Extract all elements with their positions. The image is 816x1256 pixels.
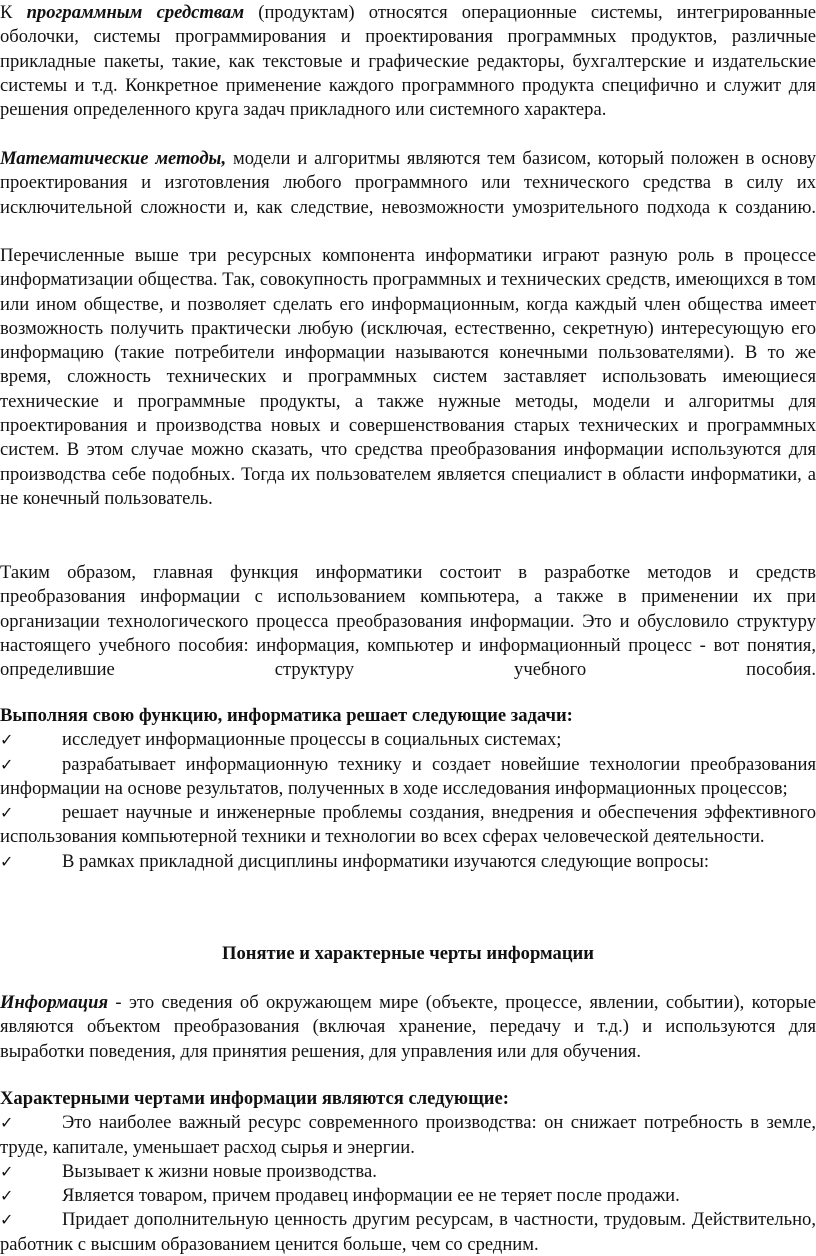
checkmark-icon: ✓ — [0, 1113, 14, 1133]
list-item: ✓ Вызывает к жизни новые производства. — [0, 1160, 816, 1184]
traits-heading: Характерными чертами информации являются следующие: — [0, 1088, 509, 1109]
list-item: ✓ В рамках прикладной дисциплины информатики изучаются следующие вопросы: — [0, 850, 816, 874]
paragraph-software — [0, 1, 816, 122]
paragraph-text: - это сведения об окружающем мире (объекте, процессе, явлении, событии), которые являются объектом преобразования (включая хранение, передачу и т.д.) и используются для выработки поведения, для принятия решения, для управления или для обучения. — [0, 992, 816, 1062]
term-software: программным средствам — [26, 2, 245, 23]
checkmark-icon: ✓ — [0, 851, 14, 871]
paragraph-text: Таким образом, главная функция информатики состоит в разработке методов и средств преобразования информации с использованием компьютера, а также в применении их при организации технологического процесса преобразования информации. Это и обусловило структуру настоящего учебного пособия: информация, компьютер и информационный процесс - вот понятия, определившие структуру учебного пособия. — [0, 562, 816, 681]
paragraph-math-methods — [0, 147, 816, 220]
list-item: ✓ Это наиболее важный ресурс современного производства: он снижает потребность в земле, труде, капитале, уменьшает расход сырья и энергии. — [0, 1112, 816, 1158]
checkmark-icon: ✓ — [0, 1210, 14, 1230]
checkmark-icon: ✓ — [0, 1161, 14, 1181]
paragraph-info-definition — [0, 991, 816, 1064]
checkmark-icon: ✓ — [0, 1186, 14, 1206]
paragraph-text: модели и алгоритмы являются тем базисом, который положен в основу проектирования и изготовления любого программного или технического средства в силу их исключительной сложности и, как следствие, невозможности умозрительного подхода к созданию. — [0, 148, 816, 218]
prefix-text: К — [0, 2, 27, 23]
term-math-methods: Математические методы, — [0, 148, 227, 169]
list-item: ✓ Придает дополнительную ценность другим ресурсам, в частности, трудовым. Действительно, работник с высшим образованием ценится больше, чем со средним. — [0, 1209, 816, 1255]
list-item: ✓ решает научные и инженерные проблемы создания, внедрения и обеспечения эффективного использования компьютерной техники и технологии во всех сферах человеческой деятельности. — [0, 802, 816, 848]
paragraph-text: (продуктам) относятся операционные системы, интегрированные оболочки, системы программирования и проектирования программных продуктов, различные прикладные пакеты, такие, как текстовые и графические редакторы, бухгалтерские и издательские системы и т.д. Конкретное применение каждого программного продукта специфично и служит для решения определенного круга задач прикладного или системного характера. — [0, 2, 816, 121]
list-item: ✓ Является товаром, причем продавец информации ее не теряет после продажи. — [0, 1184, 816, 1208]
checkmark-icon: ✓ — [0, 803, 14, 823]
tasks-section — [0, 704, 816, 874]
section-title: Понятие и характерные черты информации — [222, 943, 594, 964]
paragraph-resources — [0, 244, 816, 511]
tasks-heading: Выполняя свою функцию, информатика решает следующие задачи: — [0, 705, 573, 726]
list-item: ✓ исследует информационные процессы в социальных системах; — [0, 728, 816, 752]
section-title-block — [0, 942, 816, 966]
traits-section — [0, 1087, 816, 1256]
paragraph-main-function — [0, 561, 816, 682]
term-information: Информация — [0, 992, 109, 1013]
checkmark-icon: ✓ — [0, 754, 14, 774]
paragraph-text: Перечисленные выше три ресурсных компонента информатики играют разную роль в процессе информатизации общества. Так, совокупность программных и технических средств, имеющихся в том или ином обществе, и позволяет сделать его информационным, когда каждый член общества имеет возможность получить практически любую (исключая, естественно, секретную) интересующую его информацию (такие потребители информации называются конечными пользователями). В то же время, сложность технических и программных систем заставляет использовать имеющиеся технические и программные продукты, а также нужные методы, модели и алгоритмы для проектирования и производства новых и совершенствования старых технических и программных систем. В этом случае можно сказать, что средства преобразования информации используются для производства себе подобных. Тогда их пользователем является специалист в области информатики, а не конечный пользователь. — [0, 245, 816, 509]
list-item: ✓ разрабатывает информационную технику и создает новейшие технологии преобразования информации на основе результатов, полученных в ходе исследования информационных процессов; — [0, 753, 816, 799]
checkmark-icon: ✓ — [0, 730, 14, 750]
